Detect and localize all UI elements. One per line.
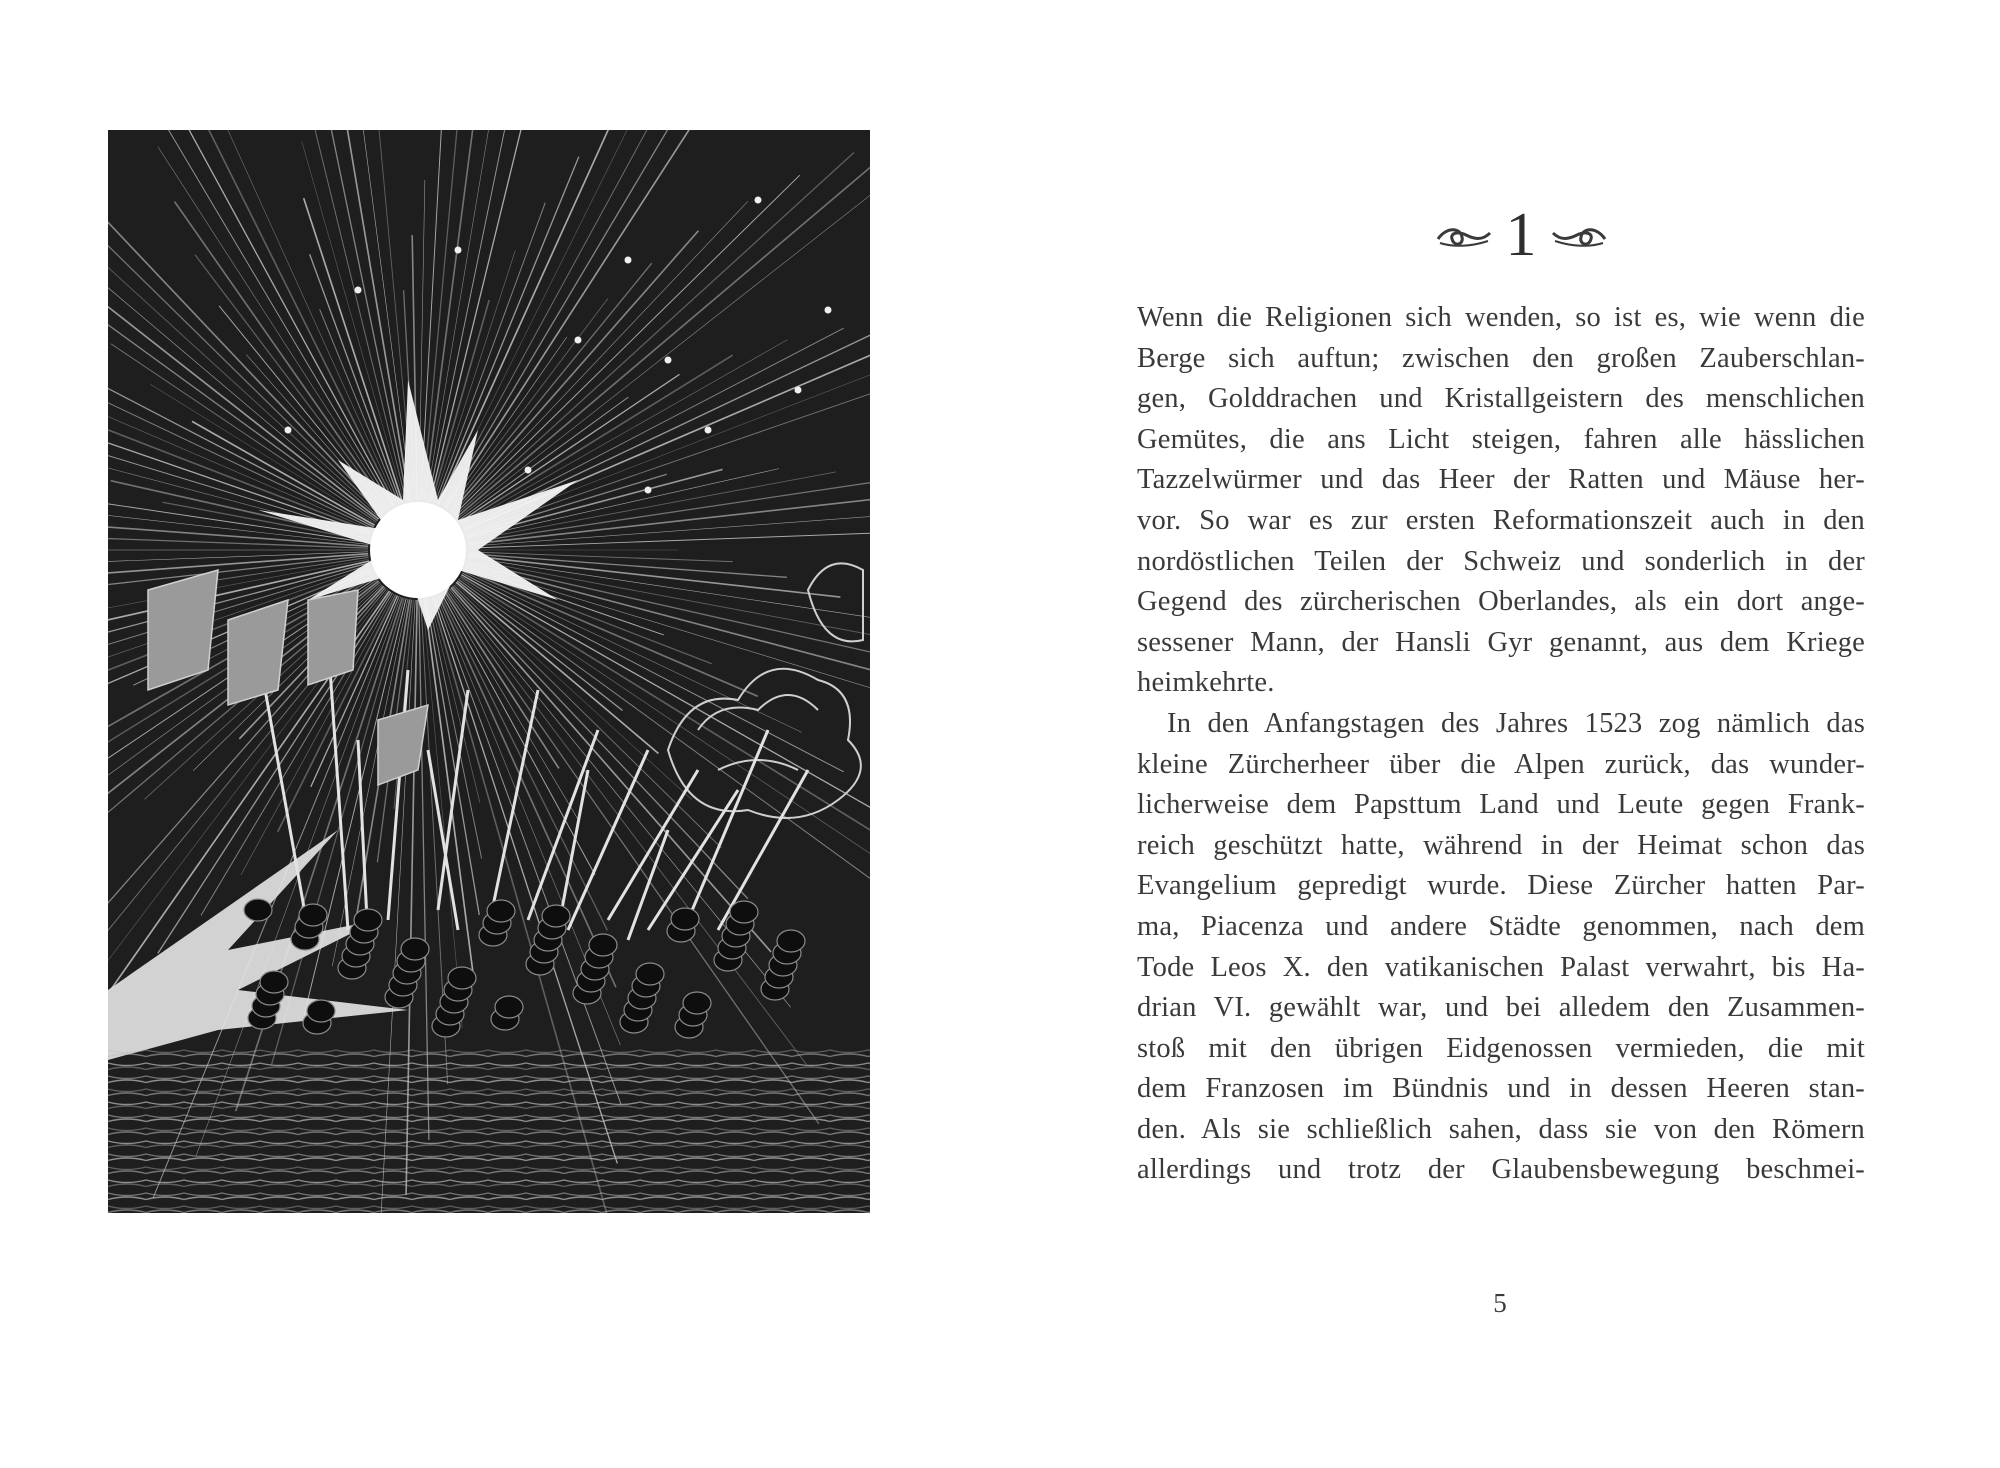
chapter-number: 1 (1505, 201, 1537, 269)
text-line: gen, Golddrachen und Kristallgeistern des menschlichen (1137, 383, 1865, 415)
text-line: kleine Zürcherheer über die Alpen zurück, das wunder- (1137, 748, 1865, 780)
wood-engraving-illustration (108, 130, 870, 1213)
text-line: allerdings und trotz der Glaubensbewegung beschmei- (1137, 1154, 1865, 1186)
text-line: Tode Leos X. den vatikanischen Palast verwahrt, bis Ha- (1137, 951, 1865, 983)
text-line: ma, Piacenza und andere Städte genommen, nach dem (1137, 910, 1865, 942)
text-line: Wenn die Religionen sich wenden, so ist es, wie wenn die (1137, 302, 1865, 333)
text-line: dem Franzosen im Bündnis und in dessen Heeren stan- (1137, 1073, 1865, 1105)
chapter-heading (1177, 190, 1865, 280)
text-line: nordöstlichen Teilen der Schweiz und sonderlich in der (1137, 545, 1865, 577)
paragraph-1 (1137, 298, 1865, 704)
text-line: Gegend des zürcherischen Oberlandes, als ein dort ange- (1137, 586, 1865, 618)
text-line: sessener Mann, der Hansli Gyr genannt, aus dem Kriege (1137, 626, 1865, 658)
text-line: vor. So war es zur ersten Reformationszeit auch in den (1137, 504, 1865, 536)
text-line: stoß mit den übrigen Eidgenossen vermieden, die mit (1137, 1032, 1865, 1064)
text-page (1137, 190, 1865, 1191)
page-number: 5 (1493, 1288, 1507, 1318)
text-line: Tazzelwürmer und das Heer der Ratten und Mäuse her- (1137, 464, 1865, 496)
text-line: In den Anfangstagen des Jahres 1523 zog nämlich das (1167, 707, 1865, 739)
text-line: den. Als sie schließlich sahen, dass sie von den Römern (1137, 1113, 1865, 1145)
paragraph-2 (1137, 704, 1865, 1191)
swash-ornament-left-icon (1436, 221, 1492, 249)
swash-ornament-right-icon (1551, 221, 1607, 249)
text-line: drian VI. gewählt war, und bei alledem den Zusammen- (1137, 992, 1865, 1024)
text-line: reich geschützt hatte, während in der Heimat schon das (1137, 829, 1865, 861)
text-line: heimkehrte. (1137, 667, 1275, 699)
text-line: Berge sich auftun; zwischen den großen Zauberschlan- (1137, 342, 1865, 374)
battle-scene-engraving (108, 130, 870, 1213)
text-line: Evangelium gepredigt wurde. Diese Zürcher hatten Par- (1137, 870, 1865, 902)
text-line: licherweise dem Papsttum Land und Leute gegen Frank- (1137, 789, 1865, 821)
text-line: Gemütes, die ans Licht steigen, fahren alle hässlichen (1137, 423, 1865, 455)
